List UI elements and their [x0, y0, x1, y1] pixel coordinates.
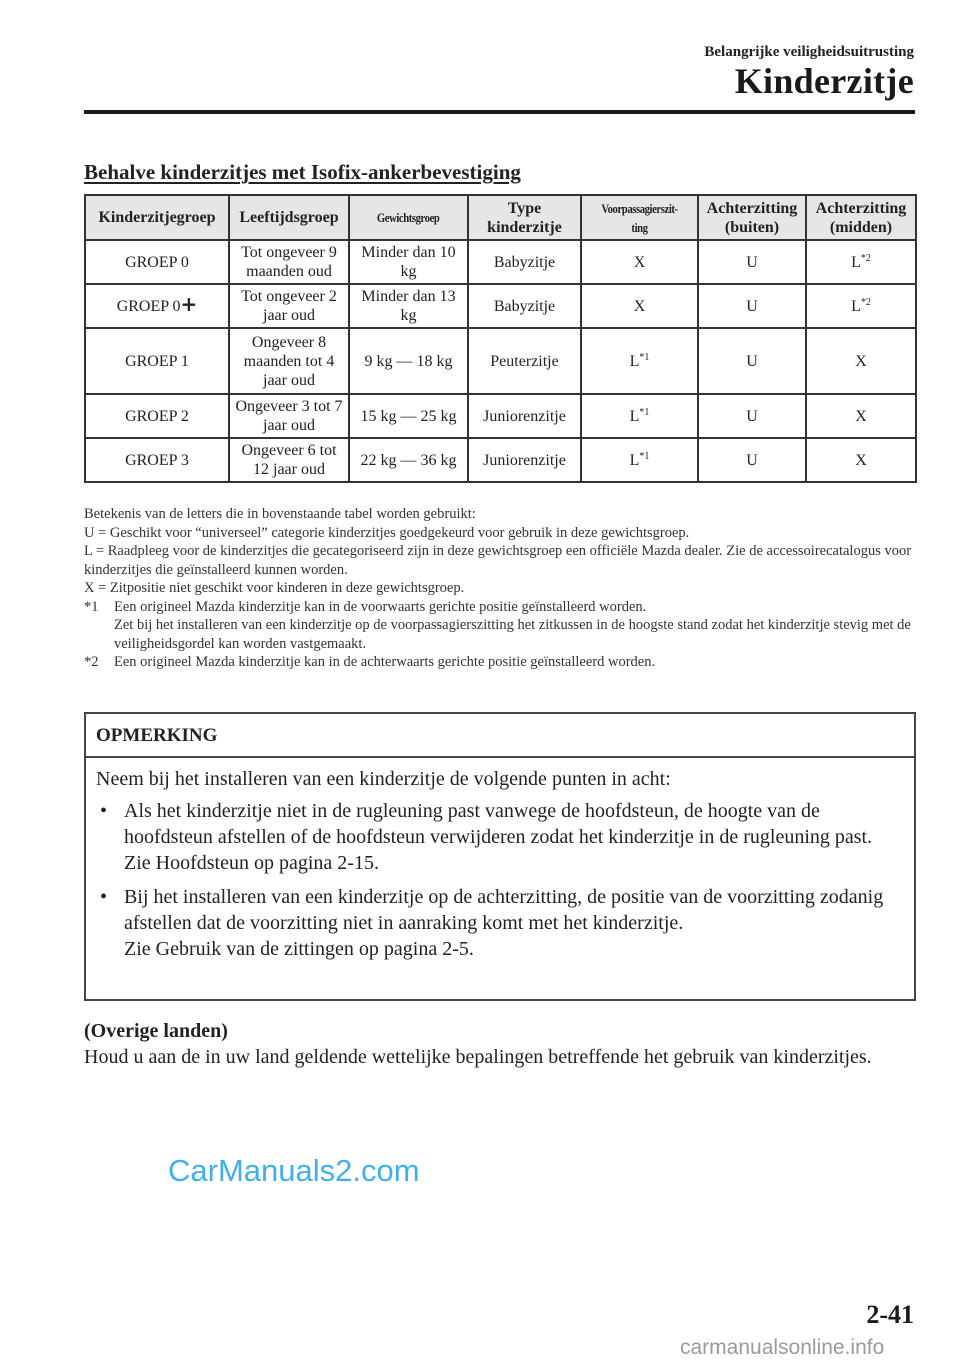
legend-l: L = Raadpleeg voor de kinderzitjes die gecategoriseerd zijn in deze gewichtsgroep een officiële Mazda dealer. Zie de accessoirecatalogus voor kinderzitjes die geïnstalleerd kunnen worden.: [84, 543, 912, 578]
child-seat-table: [84, 194, 917, 483]
footnote-1-line1: Een origineel Mazda kinderzitje kan in de voorwaarts gerichte positie geïnstalleerd worden.: [114, 598, 647, 615]
note-box: [84, 712, 916, 1001]
other-countries-text: Houd u aan de in uw land geldende wettelijke bepalingen betreffende het gebruik van kinderzitjes.: [84, 1046, 872, 1068]
cell-front: X: [581, 284, 698, 328]
legend-intro: Betekenis van de letters die in bovenstaande tabel worden gebruikt:: [84, 506, 476, 522]
cell-type: Babyzitje: [468, 284, 581, 328]
watermark-carmanuals2: CarManuals2.com: [168, 1153, 420, 1188]
note-bullet-ref: Zie Hoofdsteun op pagina 2-15.: [124, 852, 379, 874]
cell-group: GROEP 2: [85, 394, 229, 438]
footnote-ref: *2: [860, 252, 871, 264]
table-row: [85, 438, 916, 482]
cell-weight: 22 kg — 36 kg: [349, 438, 468, 482]
cell-weight: 9 kg — 18 kg: [349, 328, 468, 394]
footnote-2: [84, 653, 924, 672]
table-header-row: [85, 195, 916, 240]
cell-rear-middle: X: [806, 394, 916, 438]
header-divider: [84, 110, 915, 114]
col-header-rear-outer: Achterzitting (buiten): [698, 195, 806, 240]
cell-group: GROEP 1: [85, 328, 229, 394]
col-header-type: Type kinderzitje: [468, 195, 581, 240]
cell-rear-outer: U: [698, 240, 806, 284]
plus-icon: +: [180, 291, 198, 316]
cell-age: Ongeveer 6 tot 12 jaar oud: [229, 438, 349, 482]
table-row: [85, 240, 916, 284]
cell-type: Juniorenzitje: [468, 438, 581, 482]
col-header-group: Kinderzitjegroep: [85, 195, 229, 240]
cell-front: $L^{*1}$: [581, 394, 698, 438]
col-header-rear-middle: Achterzitting (midden): [806, 195, 916, 240]
cell-rear-middle: $L^{*2}$: [806, 240, 916, 284]
legend-x: X = Zitpositie niet geschikt voor kinderen in deze gewichtsgroep.: [84, 580, 465, 596]
footnote-1: [84, 598, 924, 654]
cell-front: $L^{*1}$: [581, 438, 698, 482]
cell-rear-outer: U: [698, 284, 806, 328]
col-header-age: Leeftijdsgroep: [229, 195, 349, 240]
cell-rear-middle: X: [806, 328, 916, 394]
cell-rear-outer: U: [698, 328, 806, 394]
cell-rear-middle: X: [806, 438, 916, 482]
footnote-ref: *2: [860, 296, 871, 308]
note-bullet-text: Bij het installeren van een kinderzitje op de achterzitting, de positie van de voorzitting zodanig afstellen dat de voorzitting niet in aanraking komt met het kinderzitje.: [124, 886, 884, 934]
cell-weight: 15 kg — 25 kg: [349, 394, 468, 438]
cell-type: Juniorenzitje: [468, 394, 581, 438]
table-row: [85, 284, 916, 328]
cell-weight: Minder dan 10 kg: [349, 240, 468, 284]
cell-age: Ongeveer 3 tot 7 jaar oud: [229, 394, 349, 438]
cell-type: Peuterzitje: [468, 328, 581, 394]
legend-u: U = Geschikt voor “universeel” categorie kinderzitjes goedgekeurd voor gebruik in deze gewichtsgroep.: [84, 524, 690, 541]
table-row: [85, 394, 916, 438]
note-bullet-text: Als het kinderzitje niet in de rugleuning past vanwege de hoofdsteun, de hoogte van de hoofdsteun afstellen of de hoofdsteun verwijderen zodat het kinderzitje in de rugleuning past.: [124, 800, 873, 848]
section-heading: Behalve kinderzitjes met Isofix-ankerbevestiging: [84, 160, 521, 184]
footnote-ref: *1: [639, 450, 650, 462]
table-row: [85, 328, 916, 394]
col-header-weight: Gewichtsgroep: [349, 195, 468, 240]
cell-group: GROEP 0+: [85, 284, 229, 328]
cell-front: $L^{*1}$: [581, 328, 698, 394]
cell-age: Tot ongeveer 2 jaar oud: [229, 284, 349, 328]
footnote-1-mark: *1: [84, 598, 99, 615]
footnote-2-line1: Een origineel Mazda kinderzitje kan in de achterwaarts gerichte positie geïnstalleerd worden.: [114, 654, 656, 670]
cell-type: Babyzitje: [468, 240, 581, 284]
page-title: Kinderzitje: [734, 61, 914, 101]
table-legend: [84, 505, 924, 672]
footnote-ref: *1: [639, 351, 650, 363]
cell-rear-middle: $L^{*2}$: [806, 284, 916, 328]
cell-front: X: [581, 240, 698, 284]
footnote-1-line2: Zet bij het installeren van een kinderzitje op de voorpassagierszitting het zitkussen in de hoogste stand zodat het kinderzitje stevig met de veiligheidsgordel kan worden vastgemaakt.: [114, 617, 911, 652]
other-countries-heading: (Overige landen): [84, 1020, 228, 1042]
cell-group: GROEP 0: [85, 240, 229, 284]
cell-age: Tot ongeveer 9 maanden oud: [229, 240, 349, 284]
cell-age: Ongeveer 8 maanden tot 4 jaar oud: [229, 328, 349, 394]
footnote-2-mark: *2: [84, 654, 99, 670]
cell-rear-outer: U: [698, 438, 806, 482]
watermark-carmanualsonline: carmanualsonline.info: [680, 1336, 885, 1359]
col-header-front-seat: Voorpassagierszit-ting: [581, 195, 698, 240]
note-bullet-ref: Zie Gebruik van de zittingen op pagina 2-5.: [124, 938, 474, 960]
bullet-icon: •: [100, 800, 108, 822]
note-bullet: [96, 884, 904, 962]
note-intro: Neem bij het installeren van een kinderzitje de volgende punten in acht:: [96, 768, 671, 790]
cell-rear-outer: U: [698, 394, 806, 438]
bullet-icon: •: [100, 886, 108, 908]
note-bullet: [96, 798, 904, 876]
footnote-ref: *1: [639, 406, 650, 418]
note-heading: OPMERKING: [86, 714, 914, 758]
cell-group: GROEP 3: [85, 438, 229, 482]
page-number: 2-41: [866, 1300, 914, 1329]
cell-weight: Minder dan 13 kg: [349, 284, 468, 328]
header-section-label: Belangrijke veiligheidsuitrusting: [704, 44, 914, 60]
